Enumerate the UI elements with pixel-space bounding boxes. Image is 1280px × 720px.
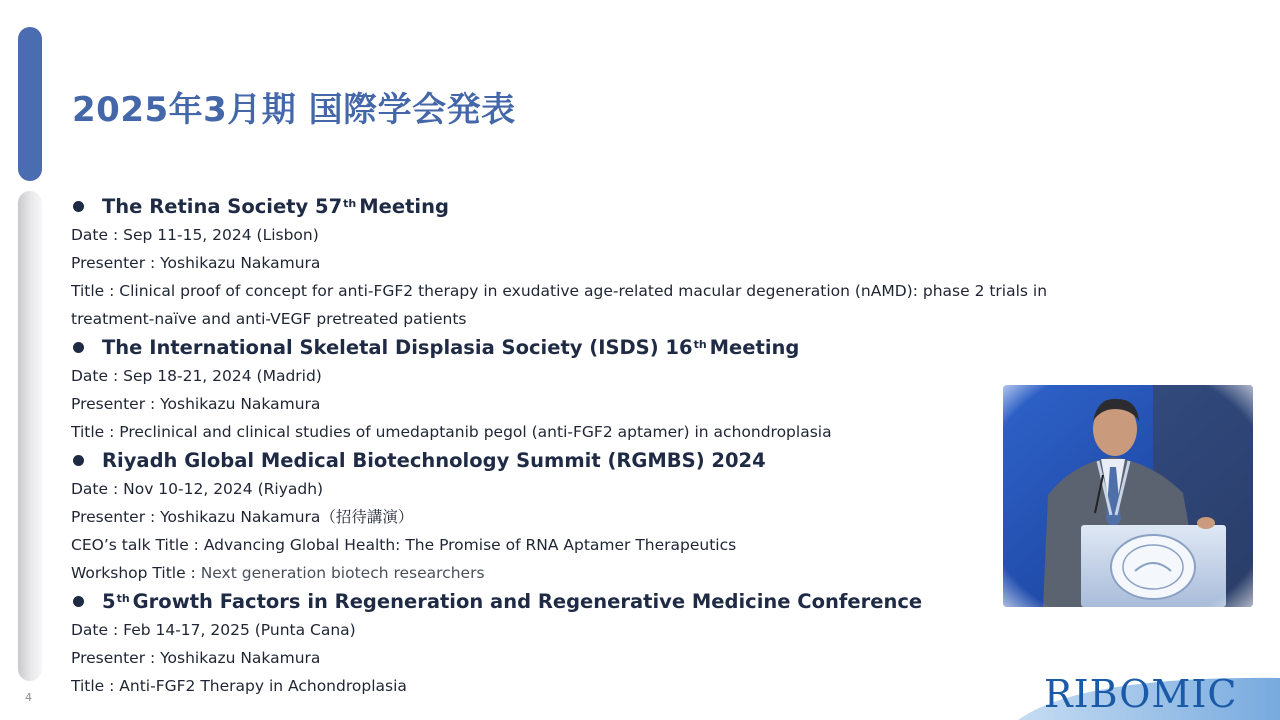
bullet-icon [73,455,84,466]
presenter-photo-illustration [1003,385,1253,607]
ordinal-suffix: th [116,592,130,605]
logo-text: RIBOMIC [1044,672,1238,716]
bullet-icon [73,201,84,212]
event-date: Date : Sep 18-21, 2024 (Madrid) [71,367,322,385]
event-name-part: The International Skeletal Displasia Society (ISDS) 16 [102,336,693,359]
event-date: Date : Sep 11-15, 2024 (Lisbon) [71,226,319,244]
event-presenter: Presenter : Yoshikazu Nakamura [71,395,321,413]
page-number: 4 [25,691,32,704]
ceo-talk-title: CEO’s talk Title : Advancing Global Health: The Promise of RNA Aptamer Therapeutics [71,536,737,554]
bullet-icon [73,596,84,607]
event-name: Riyadh Global Medical Biotechnology Summit (RGMBS) 2024 [102,449,766,472]
workshop-label: Workshop Title : [71,564,201,582]
event-date: Date : Nov 10-12, 2024 (Riyadh) [71,480,324,498]
event-name-part: Meeting [359,195,449,218]
event-date: Date : Feb 14-17, 2025 (Punta Cana) [71,621,356,639]
event-presenter: Presenter : Yoshikazu Nakamura [71,254,321,272]
event-name-part: The Retina Society 57 [102,195,343,218]
ribomic-logo [1018,670,1280,720]
bullet-icon [73,342,84,353]
event-title: Title : Clinical proof of concept for anti-FGF2 therapy in exudative age-related macular degeneration (nAMD): phase 2 trials in [71,282,1048,300]
presenter-photo [1003,385,1253,607]
accent-bar-bottom [18,191,42,681]
event-title: Title : Anti-FGF2 Therapy in Achondroplasia [71,677,407,695]
ordinal-suffix: th [693,338,707,351]
event-title: Title : Preclinical and clinical studies of umedaptanib pegol (anti-FGF2 aptamer) in achondroplasia [71,423,832,441]
event-name-part: Growth Factors in Regeneration and Regenerative Medicine Conference [132,590,923,613]
slide-title: 2025年3月期 国際学会発表 [72,90,516,130]
event-presenter: Presenter : Yoshikazu Nakamura [71,649,321,667]
event-heading-isds [71,333,1211,362]
event-name-part: Meeting [709,336,800,359]
ordinal-suffix: th [343,197,357,210]
event-title-continued: treatment-naïve and anti-VEGF pretreated patients [71,310,467,328]
event-name-part: 5 [102,590,116,613]
workshop-title: Next generation biotech researchers [200,564,485,582]
accent-bar-top [18,27,42,181]
event-heading-retina-society [71,192,1211,221]
event-presenter: Presenter : Yoshikazu Nakamura（招待講演） [71,508,414,526]
